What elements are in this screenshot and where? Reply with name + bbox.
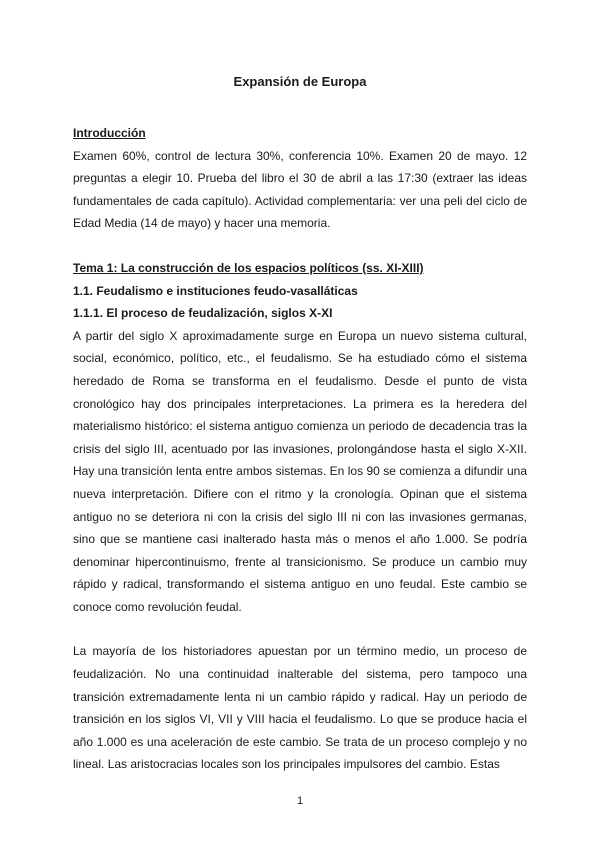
document-title: Expansión de Europa [233,74,367,89]
body-paragraph-1: A partir del siglo X aproximadamente surge en Europa un nuevo sistema cultural, social, económico, político, etc., el feudalismo. Se ha estudiado cómo el sistema heredado de Roma se transforma en el feudalismo. Desde el punto de vista cronológico hay dos principales interpretaciones. La primera es la heredera del materialismo histórico: el sistema antiguo comienza un periodo de decadencia tras la crisis del siglo III, acentuado por las invasiones, prolongándose hasta el siglo X-XII. Hay una transición lenta entre ambos sistemas. En los 90 se comienza a difundir una nueva interpretación. Difiere con el ritmo y la cronología. Opinan que el sistema antiguo no se deteriora ni con la crisis del siglo III ni con las invasiones germanas, sino que se mantiene casi inalterado hasta más o menos el año 1.000. Se podría denominar hipercontinuismo, frente al transicionismo. Se produce un cambio muy rápido y radical, transformando el sistema antiguo en uno feudal. Este cambio se conoce como revolución feudal. [73,328,527,614]
introduccion-paragraph: Examen 60%, control de lectura 30%, conferencia 10%. Examen 20 de mayo. 12 preguntas a elegir 10. Prueba del libro el 30 de abril a las 17:30 (extraer las ideas fundamentales de cada capítulo). Actividad complementaria: ver una peli del ciclo de Edad Media (14 de mayo) y hacer una memoria. [73,148,527,231]
body-paragraph-2: La mayoría de los historiadores apuestan por un término medio, un proceso de feudalización. No una continuidad inalterable del sistema, pero tampoco una transición extremadamente lenta ni un cambio rápido y radical. Hay un periodo de transición en los siglos VI, VII y VIII hacia el feudalismo. Lo que se produce hacia el año 1.000 es una aceleración de este cambio. Se trata de un proceso complejo y no lineal. Las aristocracias locales son los principales impulsores del cambio. Estas [73,644,527,772]
tema1-heading: Tema 1: La construcción de los espacios políticos (ss. XI-XIII) [73,260,424,275]
document-body [73,122,527,776]
subsection-heading: 1.1.1. El proceso de feudalización, siglos X-XI [73,306,333,321]
section-heading: 1.1. Feudalismo e instituciones feudo-vasalláticas [73,283,358,298]
introduccion-heading: Introducción [73,126,146,140]
page-number: 1 [296,795,304,807]
